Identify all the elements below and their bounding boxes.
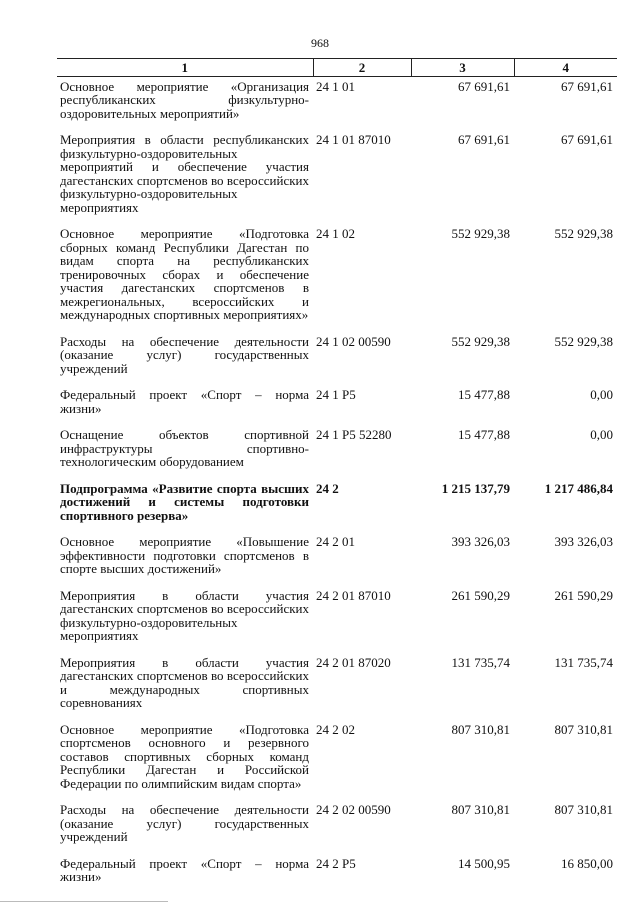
cell-value-col4: 552 929,38 <box>554 226 613 241</box>
cell-name: Подпрограмма «Развитие спорта высших достижений и системы подготовки спортивного резерва» <box>60 480 309 523</box>
column-header-4: 4 <box>514 59 617 77</box>
cell-value-col4: 393 326,03 <box>554 534 613 549</box>
cell-code: 24 2 01 <box>316 534 355 549</box>
cell-value-col3: 552 929,38 <box>451 333 510 349</box>
cell-value-col4: 552 929,38 <box>554 333 613 349</box>
cell-name: Федеральный проект «Спорт – норма жизни» <box>60 855 309 884</box>
cell-code: 24 1 P5 <box>316 387 356 402</box>
table-row <box>57 800 617 854</box>
cell-value-col4: 0,00 <box>590 387 613 402</box>
cell-name: Мероприятия в области республиканских физкультурно-оздоровительных мероприятий и обеспечение участия дагестанских спортсменов во всероссийских физкультурно-оздоровительных мероприятиях <box>60 132 309 215</box>
cell-code: 24 2 <box>316 480 339 496</box>
cell-value-col4: 67 691,61 <box>561 78 613 94</box>
cell-value-col4: 1 217 486,84 <box>544 480 613 496</box>
cell-code: 24 1 01 87010 <box>316 132 391 147</box>
cell-value-col4: 807 310,81 <box>554 802 613 817</box>
cell-value-col3: 261 590,29 <box>451 587 510 603</box>
table-row <box>57 479 617 533</box>
column-header-3: 3 <box>411 59 514 77</box>
column-header-1: 1 <box>57 59 313 77</box>
cell-value-col3: 807 310,81 <box>451 721 510 737</box>
cell-value-col3: 15 477,88 <box>458 427 510 442</box>
cell-value-col3: 15 477,88 <box>458 387 510 402</box>
cell-name: Мероприятия в области участия дагестанских спортсменов во всероссийских физкультурно-оздоровительных мероприятиях <box>60 587 309 643</box>
cell-value-col3: 1 215 137,79 <box>441 480 510 496</box>
cell-value-col4: 807 310,81 <box>554 721 613 737</box>
page-number: 968 <box>311 36 329 50</box>
scan-artifact-line <box>0 901 168 902</box>
cell-value-col4: 16 850,00 <box>561 855 613 871</box>
cell-value-col4: 261 590,29 <box>554 587 613 603</box>
table-row <box>57 653 617 720</box>
table-row <box>57 586 617 653</box>
table-header-row <box>57 59 617 77</box>
cell-name: Мероприятия в области участия дагестанских спортсменов во всероссийских и международных спортивных соревнованиях <box>60 654 309 710</box>
table-row <box>57 720 617 801</box>
cell-name: Основное мероприятие «Организация республиканских физкультурно-оздоровительных мероприятий» <box>60 78 309 121</box>
cell-value-col3: 67 691,61 <box>458 132 510 147</box>
budget-table <box>57 58 617 894</box>
cell-value-col3: 67 691,61 <box>458 78 510 94</box>
cell-value-col3: 552 929,38 <box>451 226 510 241</box>
cell-code: 24 2 01 87010 <box>316 587 391 603</box>
cell-value-col4: 0,00 <box>590 427 613 442</box>
cell-code: 24 1 P5 52280 <box>316 427 392 442</box>
table-row <box>57 532 617 586</box>
cell-value-col3: 14 500,95 <box>458 855 510 871</box>
cell-code: 24 2 P5 <box>316 855 356 871</box>
cell-code: 24 1 02 00590 <box>316 333 391 349</box>
cell-value-col4: 67 691,61 <box>561 132 613 147</box>
table-row <box>57 224 617 332</box>
table-row <box>57 76 617 130</box>
table-row <box>57 332 617 386</box>
cell-name: Оснащение объектов спортивной инфраструктуры спортивно-технологическим оборудованием <box>60 427 309 469</box>
cell-code: 24 1 02 <box>316 226 355 241</box>
cell-name: Федеральный проект «Спорт – норма жизни» <box>60 387 309 416</box>
cell-code: 24 1 01 <box>316 78 355 94</box>
cell-code: 24 2 02 <box>316 721 355 737</box>
table-row <box>57 385 617 425</box>
cell-code: 24 2 02 00590 <box>316 802 391 817</box>
column-header-2: 2 <box>313 59 411 77</box>
cell-value-col3: 393 326,03 <box>451 534 510 549</box>
cell-name: Расходы на обеспечение деятельности (оказание услуг) государственных учреждений <box>60 802 309 844</box>
table-row <box>57 425 617 479</box>
table-body <box>57 76 617 894</box>
cell-code: 24 2 01 87020 <box>316 654 391 670</box>
cell-name: Основное мероприятие «Подготовка сборных команд Республики Дагестан по видам спорта на республиканских тренировочных сборах и обеспечение участия дагестанских спортсменов в межрегиональных, всероссийских и международных спортивных мероприятиях» <box>60 226 309 322</box>
cell-value-col4: 131 735,74 <box>554 654 613 670</box>
cell-name: Основное мероприятие «Повышение эффективности подготовки спортсменов в спорте высших достижений» <box>60 534 309 576</box>
cell-value-col3: 807 310,81 <box>451 802 510 817</box>
cell-name: Расходы на обеспечение деятельности (оказание услуг) государственных учреждений <box>60 333 309 376</box>
cell-value-col3: 131 735,74 <box>451 654 510 670</box>
table-row <box>57 130 617 224</box>
cell-name: Основное мероприятие «Подготовка спортсменов основного и резервного составов спортивных сборных команд Республики Дагестан и Российской Федерации по олимпийским видам спорта» <box>60 721 309 791</box>
table-row <box>57 854 617 894</box>
